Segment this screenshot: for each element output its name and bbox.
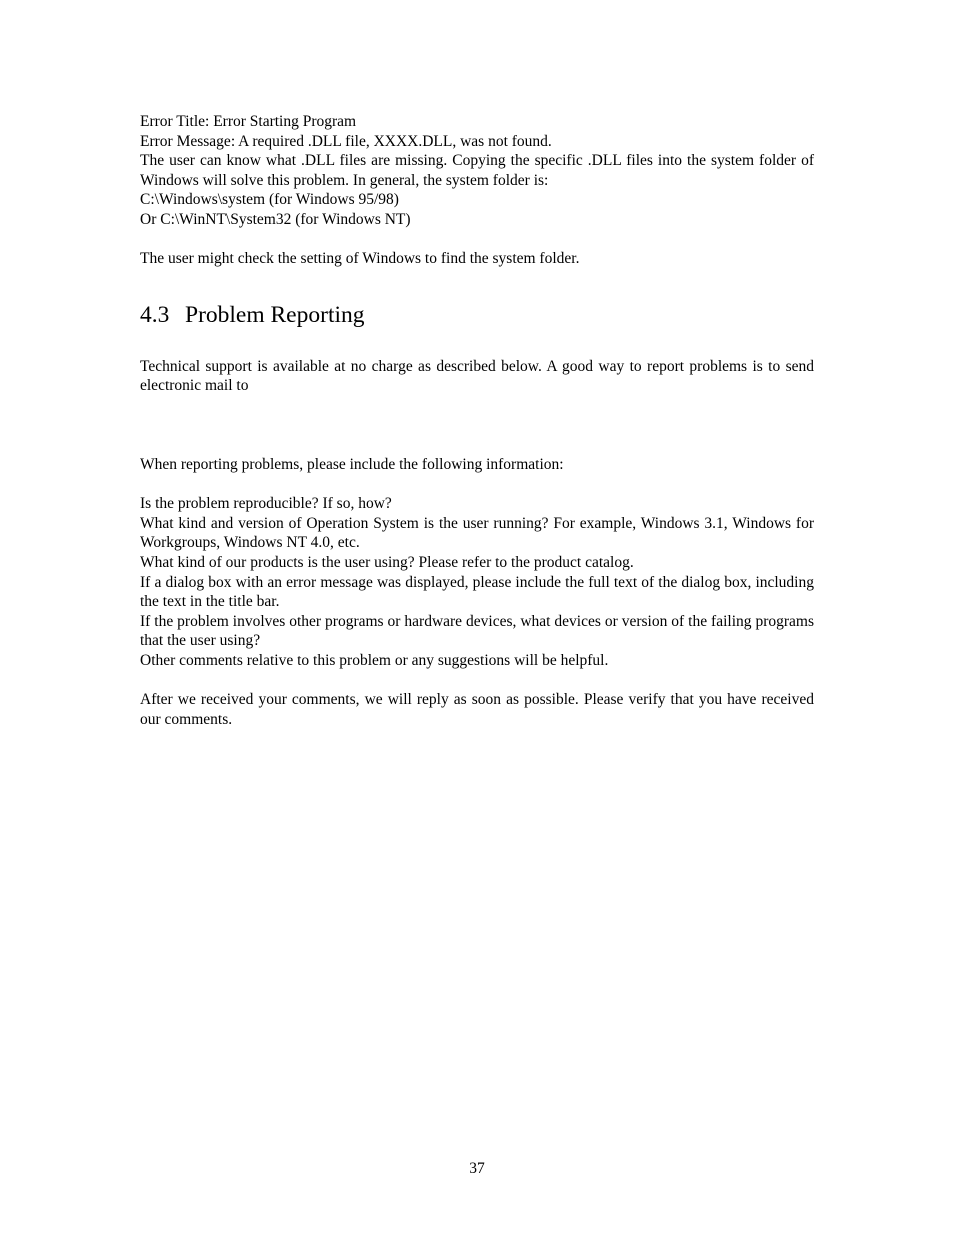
spacer bbox=[140, 475, 814, 495]
error-message-line: Error Message: A required .DLL file, XXXX.DLL, was not found. bbox=[140, 132, 552, 150]
dll-explanation-paragraph: The user can know what .DLL files are missing. Copying the specific .DLL files into the system folder of Windows will solve this problem. In general, the system folder is: bbox=[140, 152, 814, 189]
system-path-nt: Or C:\WinNT\System32 (for Windows NT) bbox=[140, 210, 411, 228]
question-item: If a dialog box with an error message was displayed, please include the full text of the dialog box, including the text in the title bar. bbox=[140, 573, 814, 611]
support-intro-paragraph: Technical support is available at no charge as described below. A good way to report problems is to send electronic mail to bbox=[140, 357, 814, 395]
error-title-line: Error Title: Error Starting Program bbox=[140, 113, 357, 130]
question-item: Other comments relative to this problem or any suggestions will be helpful. bbox=[140, 651, 609, 669]
section-heading bbox=[140, 301, 814, 329]
question-item: If the problem involves other programs or hardware devices, what devices or version of the failing programs that the user using? bbox=[140, 612, 814, 650]
spacer bbox=[140, 670, 814, 690]
check-setting-line: The user might check the setting of Windows to find the system folder. bbox=[140, 250, 580, 268]
question-item: Is the problem reproducible? If so, how? bbox=[140, 495, 392, 513]
section-number: 4.3 bbox=[140, 301, 170, 328]
reporting-intro-line: When reporting problems, please include the following information: bbox=[140, 455, 564, 473]
spacer bbox=[140, 230, 814, 250]
system-path-95-98: C:\Windows\system (for Windows 95/98) bbox=[140, 191, 399, 209]
document-body bbox=[140, 112, 814, 729]
question-item: What kind of our products is the user using? Please refer to the product catalog. bbox=[140, 553, 634, 571]
question-item: What kind and version of Operation System is the user running? For example, Windows 3.1, Windows for Workgroups, Windows NT 4.0, etc. bbox=[140, 514, 814, 552]
closing-paragraph: After we received your comments, we will reply as soon as possible. Please verify that you have received our comments. bbox=[140, 691, 814, 728]
section-title: Problem Reporting bbox=[185, 301, 365, 328]
page-number: 37 bbox=[469, 1160, 485, 1177]
spacer bbox=[140, 396, 814, 455]
